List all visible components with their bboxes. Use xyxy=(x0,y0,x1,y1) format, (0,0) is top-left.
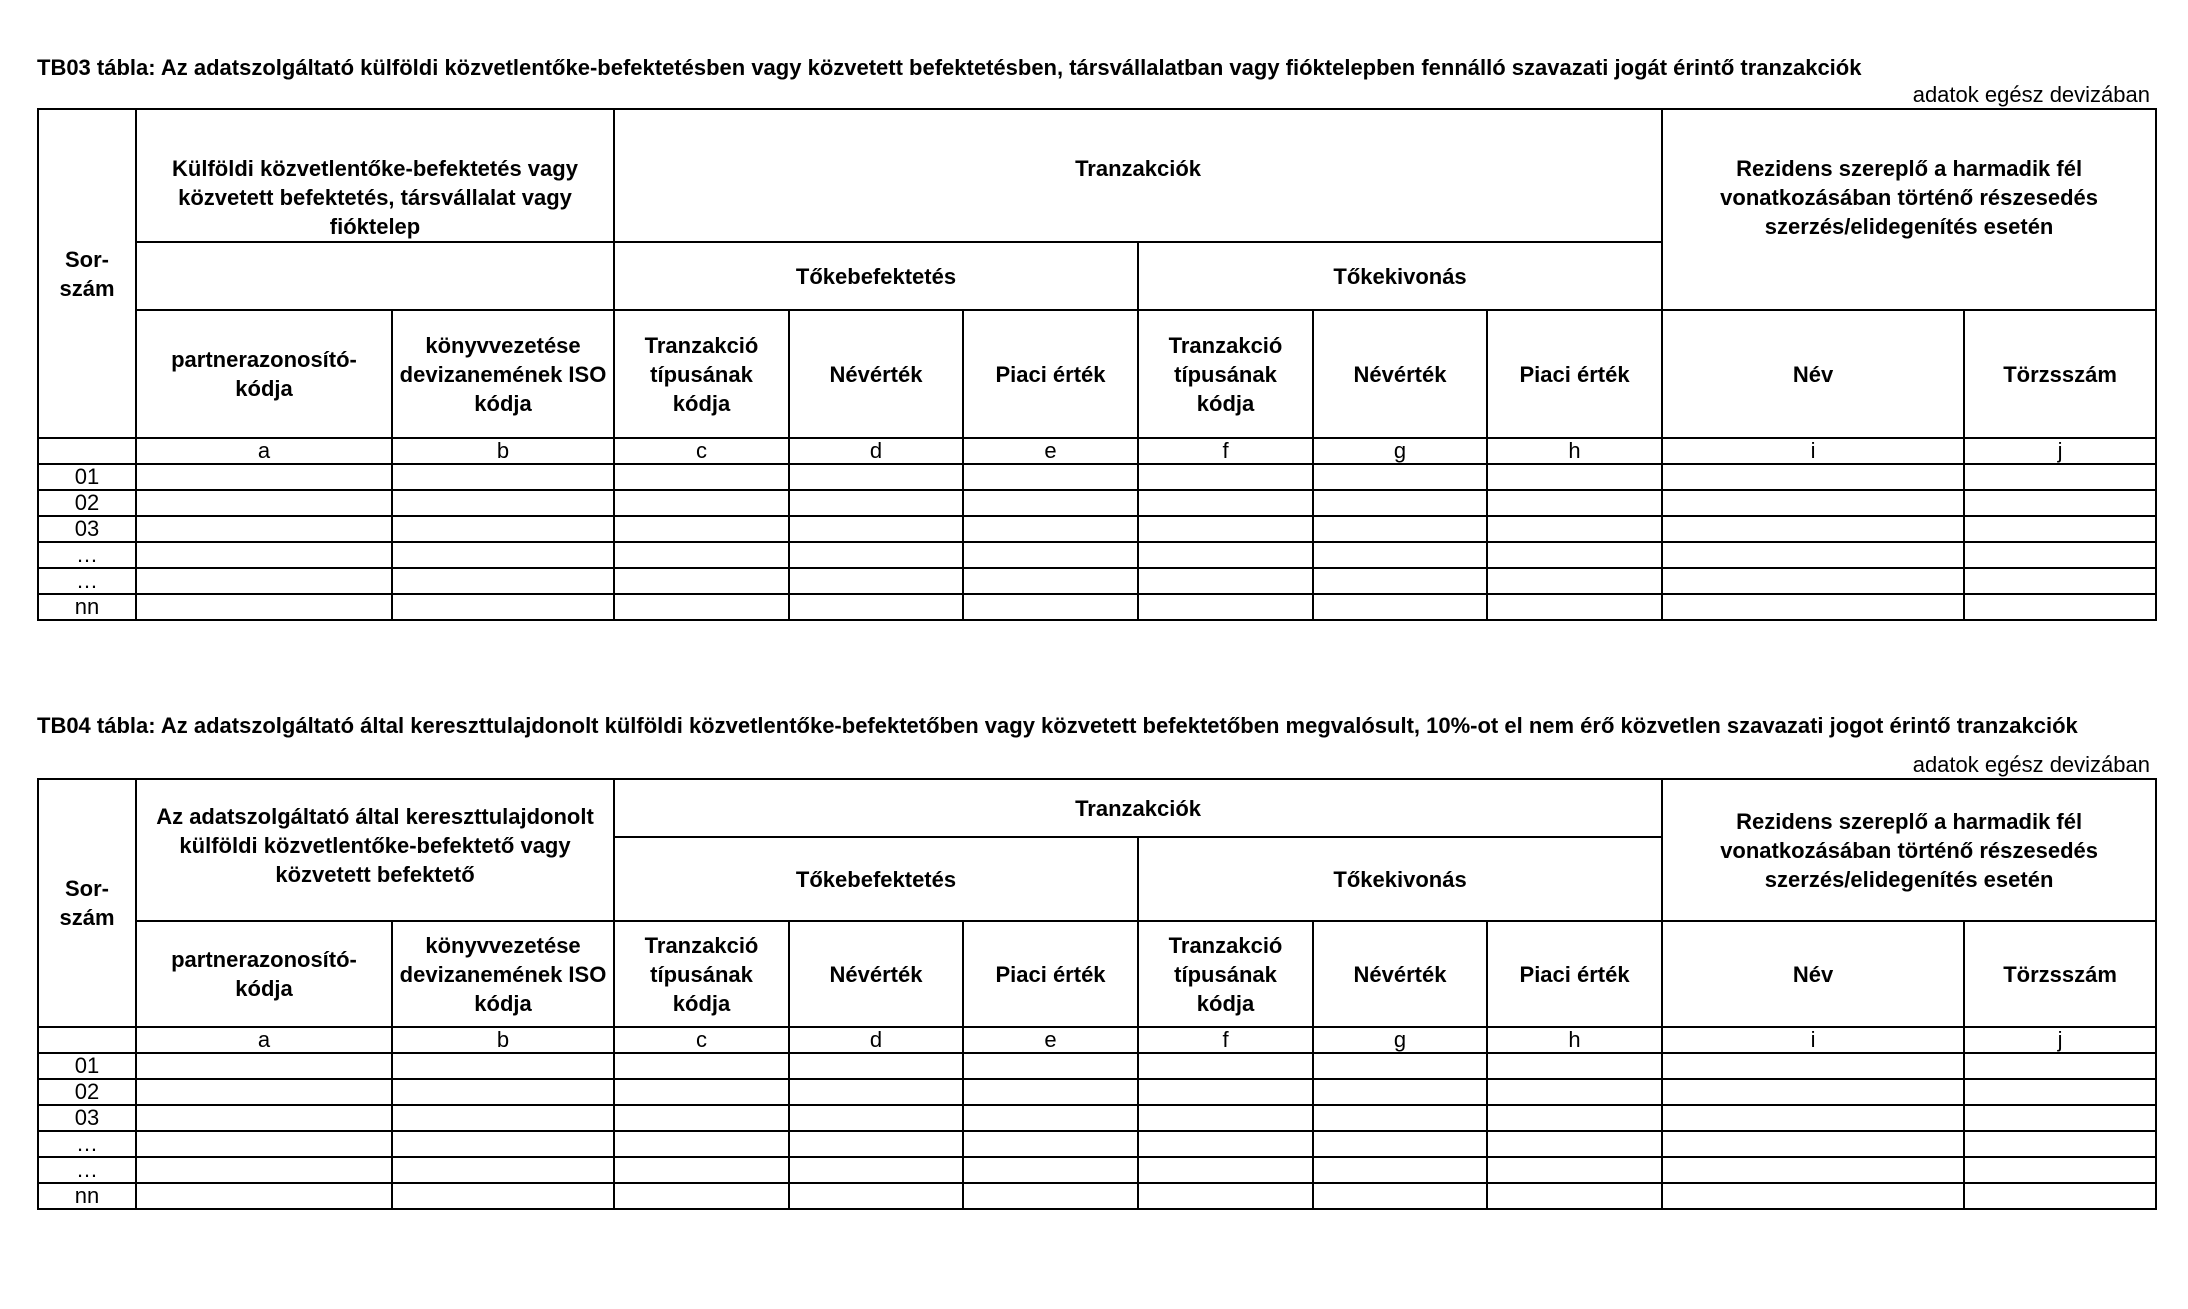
entity-header: Az adatszolgáltató által kereszttulajdonolt külföldi közvetlentőke-befektető vagy közvetett befektető xyxy=(136,779,614,921)
data-cell[interactable] xyxy=(1662,490,1964,516)
table-row xyxy=(38,464,2156,490)
letter-cell: h xyxy=(1487,1027,1662,1053)
data-cell[interactable] xyxy=(1138,490,1313,516)
data-cell[interactable] xyxy=(614,516,789,542)
data-cell[interactable] xyxy=(963,568,1138,594)
col-header-g: Névérték xyxy=(1313,310,1487,438)
letter-cell: j xyxy=(1964,438,2156,464)
data-cell[interactable] xyxy=(1662,1183,1964,1209)
entity-header-spacer xyxy=(136,242,614,310)
tb04-section xyxy=(37,712,2150,1210)
data-cell[interactable] xyxy=(1487,1157,1662,1183)
table-row xyxy=(38,490,2156,516)
data-cell[interactable] xyxy=(1313,594,1487,620)
tb04-table xyxy=(37,778,2157,1210)
data-cell[interactable] xyxy=(1313,568,1487,594)
data-cell[interactable] xyxy=(963,1079,1138,1105)
data-cell[interactable] xyxy=(136,1157,392,1183)
tb03-section xyxy=(37,54,2150,621)
col-header-j: Törzsszám xyxy=(1964,310,2156,438)
investment-header: Tőkebefektetés xyxy=(614,242,1138,310)
tb03-body xyxy=(38,464,2156,620)
data-cell[interactable] xyxy=(136,568,392,594)
letter-cell: i xyxy=(1662,438,1964,464)
letter-cell: f xyxy=(1138,438,1313,464)
data-cell[interactable] xyxy=(1964,594,2156,620)
data-cell[interactable] xyxy=(1487,1131,1662,1157)
row-number: 01 xyxy=(38,464,136,490)
row-number: 02 xyxy=(38,1079,136,1105)
col-header-f: Tranzakció típusának kódja xyxy=(1138,310,1313,438)
data-cell[interactable] xyxy=(1964,464,2156,490)
data-cell[interactable] xyxy=(1313,1131,1487,1157)
data-cell[interactable] xyxy=(136,1183,392,1209)
data-cell[interactable] xyxy=(392,516,614,542)
data-cell[interactable] xyxy=(614,1183,789,1209)
data-cell[interactable] xyxy=(392,464,614,490)
table-row xyxy=(38,594,2156,620)
transactions-header: Tranzakciók xyxy=(614,109,1662,242)
data-cell[interactable] xyxy=(789,1157,963,1183)
data-cell[interactable] xyxy=(963,542,1138,568)
table-row xyxy=(38,568,2156,594)
data-cell[interactable] xyxy=(789,464,963,490)
row-number: 02 xyxy=(38,490,136,516)
entity-header: Külföldi közvetlentőke-befektetés vagy közvetett befektetés, társvállalat vagy fióktelep xyxy=(136,109,614,242)
data-cell[interactable] xyxy=(1138,1183,1313,1209)
tb04-title: TB04 tábla: Az adatszolgáltató által kereszttulajdonolt külföldi közvetlentőke-befektetőben vagy közvetett befektetőben megvalósult, 10%-ot el nem érő közvetlen szavazati jogot érintő tranzakciók xyxy=(37,713,2078,738)
row-number: nn xyxy=(38,594,136,620)
data-cell[interactable] xyxy=(1313,516,1487,542)
data-cell[interactable] xyxy=(1662,516,1964,542)
data-cell[interactable] xyxy=(789,1105,963,1131)
data-cell[interactable] xyxy=(614,542,789,568)
data-cell[interactable] xyxy=(1138,1157,1313,1183)
table-row xyxy=(38,1157,2156,1183)
row-number: nn xyxy=(38,1183,136,1209)
data-cell[interactable] xyxy=(1662,542,1964,568)
data-cell[interactable] xyxy=(614,568,789,594)
withdrawal-header: Tőkekivonás xyxy=(1138,837,1662,921)
col-header-i: Név xyxy=(1662,921,1964,1027)
data-cell[interactable] xyxy=(392,1157,614,1183)
data-cell[interactable] xyxy=(963,1053,1138,1079)
data-cell[interactable] xyxy=(963,464,1138,490)
data-cell[interactable] xyxy=(392,1079,614,1105)
data-cell[interactable] xyxy=(1964,1131,2156,1157)
data-cell[interactable] xyxy=(1138,1053,1313,1079)
sorszam-header: Sor-szám xyxy=(38,109,136,438)
data-cell[interactable] xyxy=(789,516,963,542)
data-cell[interactable] xyxy=(1138,568,1313,594)
data-cell[interactable] xyxy=(1487,1183,1662,1209)
data-cell[interactable] xyxy=(392,1105,614,1131)
data-cell[interactable] xyxy=(1313,464,1487,490)
letter-cell: c xyxy=(614,438,789,464)
data-cell[interactable] xyxy=(963,1105,1138,1131)
col-header-c: Tranzakció típusának kódja xyxy=(614,310,789,438)
col-header-d: Névérték xyxy=(789,921,963,1027)
data-cell[interactable] xyxy=(1964,1105,2156,1131)
col-header-h: Piaci érték xyxy=(1487,310,1662,438)
data-cell[interactable] xyxy=(1662,1131,1964,1157)
data-cell[interactable] xyxy=(1487,542,1662,568)
letter-cell: g xyxy=(1313,438,1487,464)
col-header-a: partnerazonosító-kódja xyxy=(136,310,392,438)
letter-cell xyxy=(38,1027,136,1053)
col-header-g: Névérték xyxy=(1313,921,1487,1027)
data-cell[interactable] xyxy=(1964,516,2156,542)
data-cell[interactable] xyxy=(1662,568,1964,594)
col-header-f: Tranzakció típusának kódja xyxy=(1138,921,1313,1027)
row-number: 03 xyxy=(38,1105,136,1131)
data-cell[interactable] xyxy=(392,568,614,594)
data-cell[interactable] xyxy=(136,542,392,568)
data-cell[interactable] xyxy=(614,1157,789,1183)
data-cell[interactable] xyxy=(1313,1105,1487,1131)
data-cell[interactable] xyxy=(392,542,614,568)
table-row xyxy=(38,516,2156,542)
data-cell[interactable] xyxy=(963,516,1138,542)
data-cell[interactable] xyxy=(136,516,392,542)
data-cell[interactable] xyxy=(1313,1183,1487,1209)
data-cell[interactable] xyxy=(1662,1105,1964,1131)
tb03-table xyxy=(37,108,2157,621)
letter-cell: h xyxy=(1487,438,1662,464)
data-cell[interactable] xyxy=(963,1157,1138,1183)
letter-cell: i xyxy=(1662,1027,1964,1053)
data-cell[interactable] xyxy=(136,1131,392,1157)
letter-cell: c xyxy=(614,1027,789,1053)
letter-cell: e xyxy=(963,1027,1138,1053)
row-number: … xyxy=(38,1131,136,1157)
letter-cell: f xyxy=(1138,1027,1313,1053)
data-cell[interactable] xyxy=(1487,516,1662,542)
row-number: … xyxy=(38,1157,136,1183)
data-cell[interactable] xyxy=(392,1053,614,1079)
column-letter-row xyxy=(38,438,2156,464)
data-cell[interactable] xyxy=(392,1131,614,1157)
data-cell[interactable] xyxy=(614,1131,789,1157)
data-cell[interactable] xyxy=(1964,1157,2156,1183)
data-cell[interactable] xyxy=(1964,1053,2156,1079)
data-cell[interactable] xyxy=(136,1105,392,1131)
data-cell[interactable] xyxy=(136,1053,392,1079)
letter-cell: a xyxy=(136,1027,392,1053)
resident-header: Rezidens szereplő a harmadik fél vonatkozásában történő részesedés szerzés/elidegenítés esetén xyxy=(1662,779,2156,921)
col-header-a: partnerazonosító-kódja xyxy=(136,921,392,1027)
data-cell[interactable] xyxy=(136,1079,392,1105)
table-row xyxy=(38,542,2156,568)
data-cell[interactable] xyxy=(963,1183,1138,1209)
letter-cell: j xyxy=(1964,1027,2156,1053)
col-header-e: Piaci érték xyxy=(963,921,1138,1027)
tb04-body xyxy=(38,1053,2156,1209)
data-cell[interactable] xyxy=(1487,464,1662,490)
data-cell[interactable] xyxy=(1964,1183,2156,1209)
data-cell[interactable] xyxy=(1138,1131,1313,1157)
investment-header: Tőkebefektetés xyxy=(614,837,1138,921)
data-cell[interactable] xyxy=(1138,464,1313,490)
letter-cell: d xyxy=(789,1027,963,1053)
table-row xyxy=(38,1183,2156,1209)
data-cell[interactable] xyxy=(789,594,963,620)
letter-cell: d xyxy=(789,438,963,464)
data-cell[interactable] xyxy=(392,490,614,516)
data-cell[interactable] xyxy=(789,1079,963,1105)
data-cell[interactable] xyxy=(1964,568,2156,594)
data-cell[interactable] xyxy=(1662,1079,1964,1105)
data-cell[interactable] xyxy=(1313,1079,1487,1105)
data-cell[interactable] xyxy=(1138,594,1313,620)
resident-header: Rezidens szereplő a harmadik fél vonatkozásában történő részesedés szerzés/elidegenítés esetén xyxy=(1662,109,2156,310)
data-cell[interactable] xyxy=(614,1053,789,1079)
row-number: 01 xyxy=(38,1053,136,1079)
data-cell[interactable] xyxy=(1662,1053,1964,1079)
data-cell[interactable] xyxy=(614,490,789,516)
data-cell[interactable] xyxy=(789,542,963,568)
table-row xyxy=(38,1131,2156,1157)
data-cell[interactable] xyxy=(614,594,789,620)
data-cell[interactable] xyxy=(1138,1105,1313,1131)
data-cell[interactable] xyxy=(963,594,1138,620)
data-cell[interactable] xyxy=(1964,1079,2156,1105)
withdrawal-header: Tőkekivonás xyxy=(1138,242,1662,310)
col-header-e: Piaci érték xyxy=(963,310,1138,438)
col-header-j: Törzsszám xyxy=(1964,921,2156,1027)
data-cell[interactable] xyxy=(1662,464,1964,490)
data-cell[interactable] xyxy=(789,1183,963,1209)
col-header-c: Tranzakció típusának kódja xyxy=(614,921,789,1027)
column-letter-row xyxy=(38,1027,2156,1053)
table-row xyxy=(38,1105,2156,1131)
data-cell[interactable] xyxy=(1138,516,1313,542)
data-cell[interactable] xyxy=(1487,1053,1662,1079)
letter-cell: b xyxy=(392,1027,614,1053)
col-header-b: könyvvezetése devizanemének ISO kódja xyxy=(392,310,614,438)
data-cell[interactable] xyxy=(136,594,392,620)
data-cell[interactable] xyxy=(789,568,963,594)
tb03-unit-note: adatok egész devizában xyxy=(1912,82,2150,107)
letter-cell: e xyxy=(963,438,1138,464)
data-cell[interactable] xyxy=(392,1183,614,1209)
data-cell[interactable] xyxy=(1487,568,1662,594)
letter-cell: b xyxy=(392,438,614,464)
data-cell[interactable] xyxy=(614,464,789,490)
letter-cell xyxy=(38,438,136,464)
data-cell[interactable] xyxy=(789,1131,963,1157)
table-row xyxy=(38,1079,2156,1105)
col-header-b: könyvvezetése devizanemének ISO kódja xyxy=(392,921,614,1027)
tb03-title: TB03 tábla: Az adatszolgáltató külföldi közvetlentőke-befektetésben vagy közvetett befektetésben, társvállalatban vagy fióktelepben fennálló szavazati jogát érintő tranzakciók xyxy=(37,55,1862,80)
data-cell[interactable] xyxy=(1662,1157,1964,1183)
row-number: … xyxy=(38,568,136,594)
col-header-h: Piaci érték xyxy=(1487,921,1662,1027)
data-cell[interactable] xyxy=(963,1131,1138,1157)
col-header-i: Név xyxy=(1662,310,1964,438)
data-cell[interactable] xyxy=(1138,542,1313,568)
data-cell[interactable] xyxy=(789,1053,963,1079)
col-header-d: Névérték xyxy=(789,310,963,438)
data-cell[interactable] xyxy=(136,464,392,490)
data-cell[interactable] xyxy=(789,490,963,516)
data-cell[interactable] xyxy=(1487,594,1662,620)
data-cell[interactable] xyxy=(1487,1079,1662,1105)
row-number: … xyxy=(38,542,136,568)
data-cell[interactable] xyxy=(136,490,392,516)
letter-cell: g xyxy=(1313,1027,1487,1053)
data-cell[interactable] xyxy=(614,1079,789,1105)
data-cell[interactable] xyxy=(614,1105,789,1131)
data-cell[interactable] xyxy=(1313,1157,1487,1183)
letter-cell: a xyxy=(136,438,392,464)
data-cell[interactable] xyxy=(1662,594,1964,620)
transactions-header: Tranzakciók xyxy=(614,779,1662,837)
row-number: 03 xyxy=(38,516,136,542)
sorszam-header: Sor-szám xyxy=(38,779,136,1027)
data-cell[interactable] xyxy=(1487,490,1662,516)
table-row xyxy=(38,1053,2156,1079)
data-cell[interactable] xyxy=(1313,1053,1487,1079)
data-cell[interactable] xyxy=(1964,542,2156,568)
data-cell[interactable] xyxy=(1313,542,1487,568)
data-cell[interactable] xyxy=(392,594,614,620)
data-cell[interactable] xyxy=(1964,490,2156,516)
data-cell[interactable] xyxy=(1138,1079,1313,1105)
data-cell[interactable] xyxy=(1313,490,1487,516)
tb04-unit-note: adatok egész devizában xyxy=(1912,752,2150,777)
data-cell[interactable] xyxy=(963,490,1138,516)
data-cell[interactable] xyxy=(1487,1105,1662,1131)
